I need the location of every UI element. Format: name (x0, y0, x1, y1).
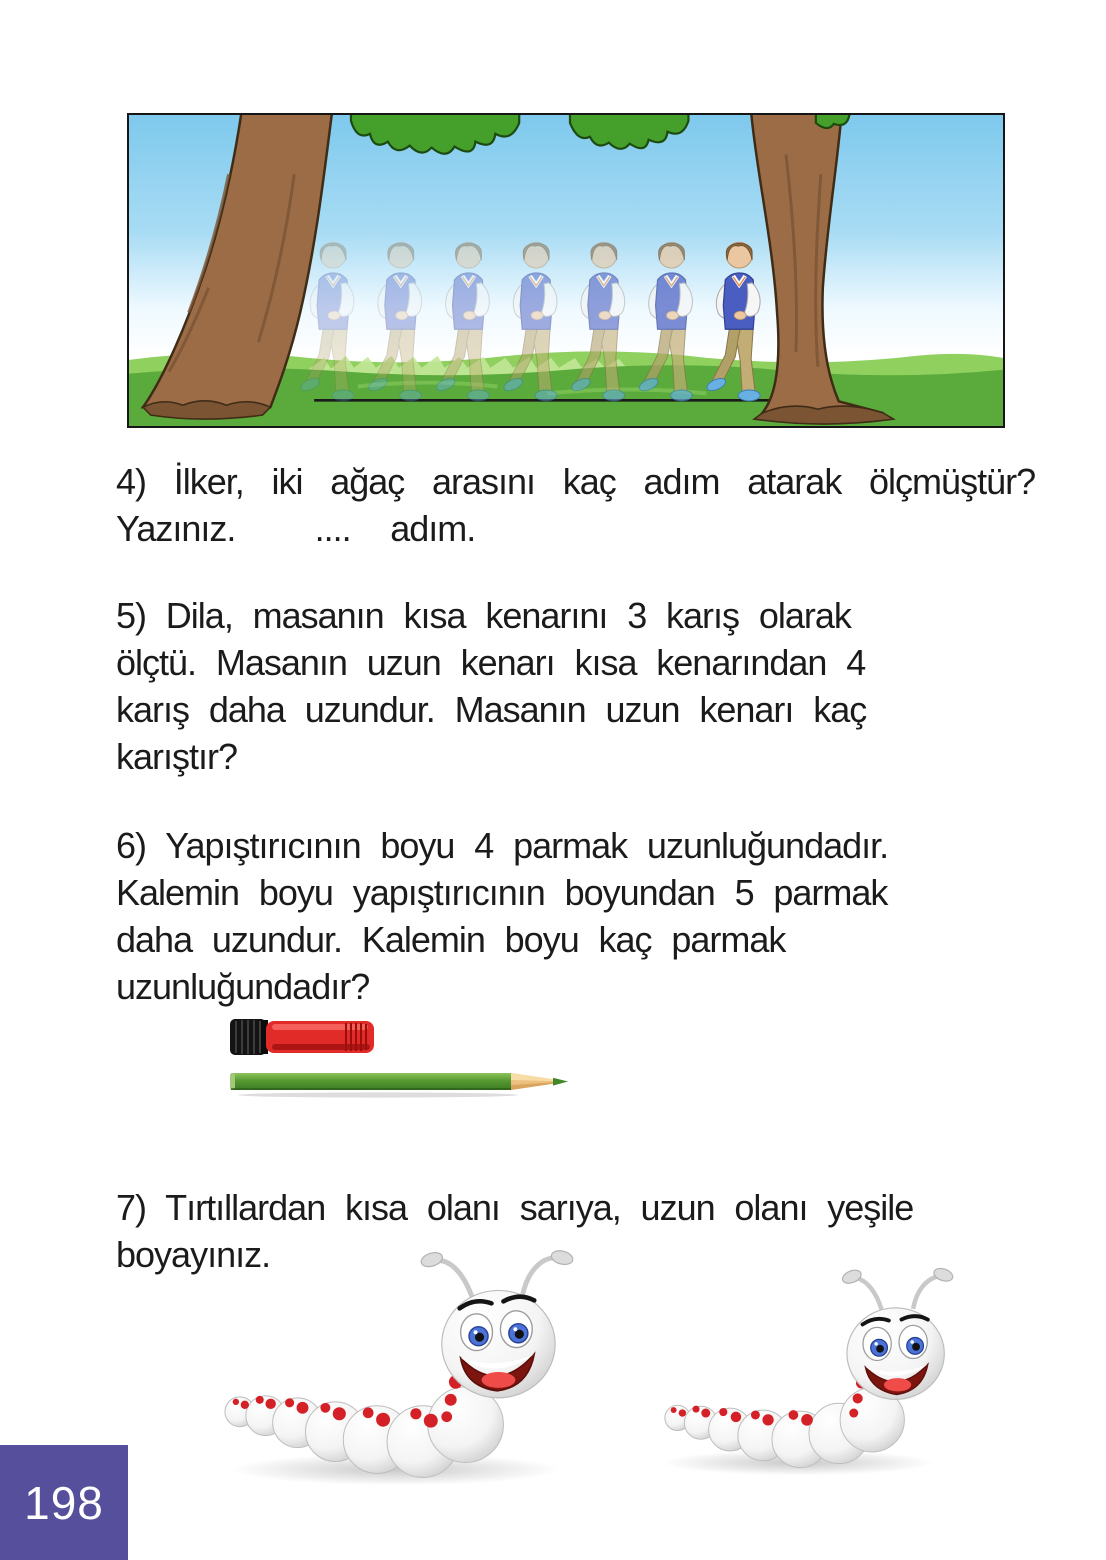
pencil-canvas (228, 1068, 574, 1098)
page-number-badge (0, 1445, 128, 1560)
glue-stick-image (230, 1016, 378, 1058)
question-5-line-1: 5) Dila, masanın kısa kenarını 3 karış olarak (116, 595, 851, 636)
glue-stick-canvas (230, 1016, 378, 1058)
scene-canvas (129, 115, 1003, 426)
question-6-line-4: uzunluğundadır? (116, 966, 370, 1007)
question-5-line-4: karıştır? (116, 736, 238, 777)
question-6 (116, 822, 1066, 1010)
pencil-lead (553, 1078, 568, 1086)
long-caterpillar-canvas (212, 1240, 580, 1500)
question-4-line-2-answer-blank: Yazınız. .... adım. (116, 508, 476, 549)
question-5 (116, 592, 1066, 780)
walking-boy-scene-illustration (127, 113, 1005, 428)
question-7-line-2: boyayınız. (116, 1234, 271, 1275)
question-5-line-3: karış daha uzundur. Masanın uzun kenarı kaç (116, 689, 867, 730)
long-caterpillar-image (212, 1240, 580, 1500)
question-6-line-1: 6) Yapıştırıcının boyu 4 parmak uzunluğundadır. (116, 825, 889, 866)
question-4 (116, 458, 1066, 552)
pencil-image (228, 1068, 574, 1098)
short-caterpillar-image (652, 1266, 964, 1488)
short-caterpillar-canvas (652, 1266, 964, 1488)
question-6-line-2: Kalemin boyu yapıştırıcının boyundan 5 parmak (116, 872, 888, 913)
question-6-line-3: daha uzundur. Kalemin boyu kaç parmak (116, 919, 786, 960)
page-number: 198 (24, 1476, 104, 1529)
question-5-line-2: ölçtü. Masanın uzun kenarı kısa kenarından 4 (116, 642, 866, 683)
antennae (855, 1276, 941, 1311)
question-4-line-1: 4) İlker, iki ağaç arasını kaç adım atarak ölçmüştür? (116, 461, 1036, 502)
question-7-line-1: 7) Tırtıllardan kısa olanı sarıya, uzun olanı yeşile (116, 1187, 914, 1228)
pencil-body (231, 1073, 511, 1090)
